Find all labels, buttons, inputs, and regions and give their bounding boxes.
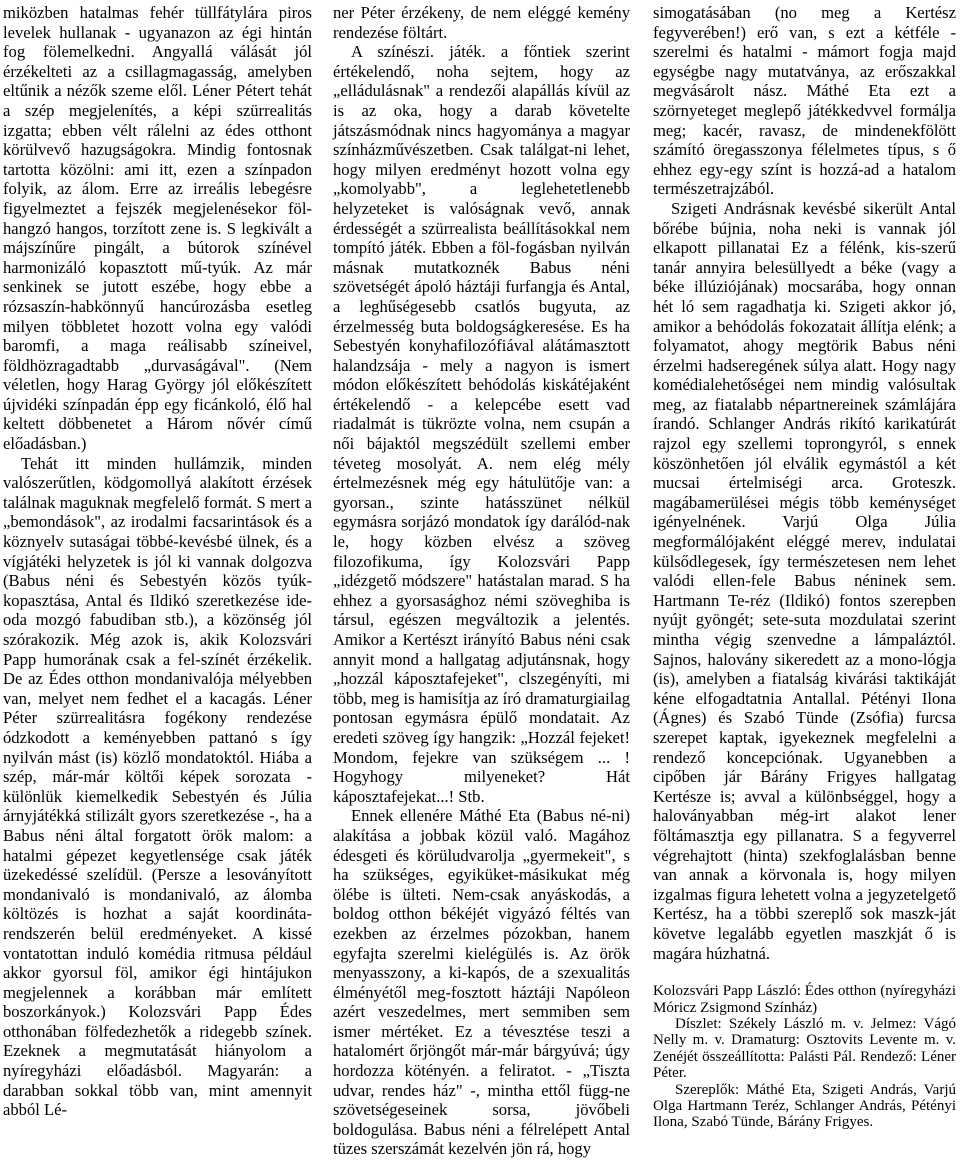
paragraph: A színészi. játék. a főntiek szerint értékelendő, noha sejtem, hogy az „elládulásnak" a rendezői alapállás kívül az is az oka, hogy a darab követelte játszásmódnak nincs hagyománya a magyar színházművészetben. Csak találgat-ni lehet, hogy milyen eredményt hozott volna egy „komolyabb", a leglehetetlenebb helyzeteket is valóságnak vevő, annak érdességét a szürrealista beállításokkal nem tompító játék. Ebben a föl-fogásban nyilván másnak mutatkoznék Babus néni szövetségét ápoló háztáji furfangja és Antal, a leghűségesebb csatlós bugyuta, az érzelmesség buta boldogságkeresése. Es ha Sebestyén konyhafilozófiával alátámasztott halandzsája - mely a nagyon is ismert módon előkészített behódolás kiskátéjaként értékelendő - a kelepcébe esett vad riadalmát is tükrözte volna, nem csupán a női bájaktól megszédült szellemi ember téveteg mosolyát. A. nem elég mély értelmezésnek még egy hátulütője van: a gyorsan., szinte hatásszünet nélkül egymásra sorjázó mondatok így darálód-nak le, hogy közben elvész a szöveg filozofikuma, így Kolozsvári Papp „idézgető módszere" hatástalan marad. S ha ehhez a gyorsasághoz némi szöveghiba is társul, egészen megváltozik a jelentés. Amikor a Kertészt irányító Babus néni csak annyit mond a hallgatag adjutánsnak, hogy „hozzál káposztafejeket", clszegényíti, mi több, meg is hamisítja az író dramaturgiailag pontosan egymásra épülő mondatait. Az eredeti szöveg így hangzik: „Hozzál fejeket! Mondom, fejekre van szükségem ... ! Hogyhogy milyeneket? Hát káposztafejekat...! Stb. xyxy=(333,42,630,806)
credits-staff: Díszlet: Székely László m. v. Jelmez: Vágó Nelly m. v. Dramaturg: Osztovits Levente m. v. Zenéjét összeállította: Palásti Pál. Rendező: Léner Péter. xyxy=(653,1015,956,1082)
paragraph: Szigeti Andrásnak kevésbé sikerült Antal bőrébe bújnia, noha neki is vannak jól elkapott pillanatai Ez a félénk, kis-szerű tanár annyira belesüllyedt a béke (vagy a béke illúziójának) mocsarába, hogy onnan hét ló sem ragadhatja ki. Szigeti akkor jó, amikor a behódolás fokozatait állítja elénk; a folyamatot, ahogy megtörik Babus néni érzelmi hadseregének súlya alatt. Hogy nagy komédialehetőségei nem mindig valósultak meg, az fiatalabb népartnereinek számlájára írandó. Schlanger András rikító karikatúrát rajzol egy szellemi toprongyról, s ennek köszönhetően jól elválik egymástól a két mucsai értelmiségi arca. Groteszk. magábamerülései mégis több keménységet igényelnének. Varjú Olga Júlia megformálójaként eléggé merev, indulatai külsődlegesek, így természetesen nem lehet valódi ellen-fele Babus néninek sem. Hartmann Te-réz (Ildikó) fontos szerepben nyújt gyöngét; sete-suta mozdulatai szerint mintha végig szenvedne a lámpaláztól. Sajnos, halovány sikeredett az a mono-lógja (is), amelyben a fiatalság kivárási taktikáját kéne elfogadtatnia Antallal. Pétényi Ilona (Ágnes) és Szabó Tünde (Zsófia) furcsa szerepet kaptak, igyekeznek megfelelni a rendező koncepciónak. Ugyanebben a cipőben jár Bárány Frigyes hallgatag Kertésze is; avval a különbséggel, hogy a haloványabban még-irt alakot lener föltámasztja egy pillanatra. S a fegyverrel végrehajtott (hinta) szekfoglalásban benne van annak a körvonala is, hogy milyen izgalmas figura lehetett volna a jegyzetelgető Kertész, ha a többi szereplő sok maszk-ját követve legalább egyetlen maszkját ő is magára húzhatná. xyxy=(653,198,956,963)
text-column-3 xyxy=(653,3,956,1131)
paragraph: ner Péter érzékeny, de nem eléggé kemény rendezése föltárt. xyxy=(333,3,630,42)
paragraph: Ennek ellenére Máthé Eta (Babus né-ni) alakítása a jobbak közül való. Magához édesgeti és körüludvarolja „gyermekeit", s ha szükséges, egyikükeŧ-másikukat még ölébe is ülteti. Nem-csak anyáskodás, a boldog otthon békéjét vigyázó féltés van ezekben az érzelmes pózokban, hanem egyfajta szerelmi kielégülés is. Az örök menyasszony, a ki-kapós, de a szexualitás élményétől meg-fosztott háztáji Napóleon azért veszedelmes, mert semmiben sem ismer mértéket. Ez a tévesztése teszi a hatalomért őrjöngőt már-már bárgyúvá; úgy hordozza kötényén. a feliratot. - „Tiszta udvar, rendes ház" -, mintha ettől függ-ne szövetségeseinek sorsa, jövőbeli boldogulása. Babus néni a félrelépett Antal tüzes szerszámát kezelvén jön rá, hogy xyxy=(333,806,630,1159)
paragraph: simogatásában (no meg a Kertész fegyverében!) erő van, s ezt a kétféle - szerelmi és hatalmi - mámort fogja majd egységbe nagy mutatványa, az erőszakkal megvásárolt nász. Máthé Eta ezt a szörnyeteget meglepő játékkedvvel formálja meg; kacér, ravasz, de mindenekfölött számító öregasszonya félelmetes típus, s ő ehhez egy-egy színt is hozzá-ad a hatalom természetrajzából. xyxy=(653,3,956,199)
paragraph: miközben hatalmas fehér tüllfátylára piros levelek hullanak - ugyanazon az égi hintán fog fölemelkedni. Angyallá válását jól érzékelteti az a csillagmagasság, amelyben eltűnik a nézők szeme elől. Léner Pétert tehát a szép megjelenítés, a képi szürrealitás izgatta; ebben vélt rálelni az édes otthont körülvevő hazugságokra. Mindig fontosnak tartotta közölni: ami itt, ezen a színpadon folyik, az álom. Erre az irreális lebegésre figyelmeztet a fejszék megjelenésekor föl-hangzó hangos, torzított zene is. S legkivált a májszínűre pingált, a bútorok színével harmonizáló kopasztott mű-tyúk. Az már senkinek se jutott eszébe, hogy ebbe a rózsaszín-habkönnyű hancúrozásba esetleg milyen többletet hozott volna egy valódi baromfi, a maga reálisabb színeivel, földhözragadtabb „durvaságával". (Nem véletlen, hogy Harag György jól előkészített újvidéki színpadán épp egy ficánkoló, élő hal keltett döbbenetet a Három nővér című előadásban.) xyxy=(3,3,312,454)
credits-title: Kolozsvári Papp László: Édes otthon (nyíregyházi Móricz Zsigmond Színház) xyxy=(653,983,956,1016)
text-column-1 xyxy=(3,3,312,1120)
credits-cast: Szereplők: Máthé Eta, Szigeti András, Varjú Olga Hartmann Teréz, Schlanger András, Pétényi Ilona, Szabó Tünde, Bárány Frigyes. xyxy=(653,1081,956,1131)
paragraph: Tehát itt minden hullámzik, minden valószerűtlen, ködgomollyá alakított érzések találnak maguknak megfelelő formát. S mert a „bemondások", az irodalmi facsarintások és a köznyelv sutaságai többé-kevésbé ülnek, és a vígjátéki helyzetek is jól ki vannak dolgozva (Babus néni és Sebestyén közös tyúk-kopasztása, Antal és Ildikó szeretkezése ide-oda mozgó fabudiban stb.), a közönség jól szórakozik. Még azok is, akik Kolozsvári Papp humorának csak a fel-színét érzékelik. De az Édes otthon mondanivalója mélyebben van, melyet nem fedhet el a kacagás. Léner Péter szürrealitásra fogékony rendezése ódzkodott a keményebben pattanó s így nyilván mást (is) közlő mondatoktól. Hiába a szép, már-már költői képek sorozata - különlük kiemelkedik Sebestyén és Júlia árnyjátékká stilizált gyors szeretkezése -, ha a Babus néni által forgatott örök malom: a hatalmi gépezet kegyetlensége csak játék üzekedéssé szelídül. (Persze a lesoványított mondanivaló is mondanivaló, az álomba költözés is hozhat a saját koordináta-rendszerén belül eredményeket. A kissé vontatottan induló komédia ritmusa például akkor gyorsul föl, amikor égi hintájukon megjelennek a korábban már említett boszorkányok.) Kolozsvári Papp Édes otthonában fölfedezhetők a ridegebb színek. Ezeknek a megmutatását hiányolom a nyíregyházi előadásból. Magyarán: a darabban sokkal több van, mint amennyit abból Lé- xyxy=(3,453,312,1120)
production-credits xyxy=(653,983,956,1131)
text-column-2 xyxy=(333,3,630,1159)
